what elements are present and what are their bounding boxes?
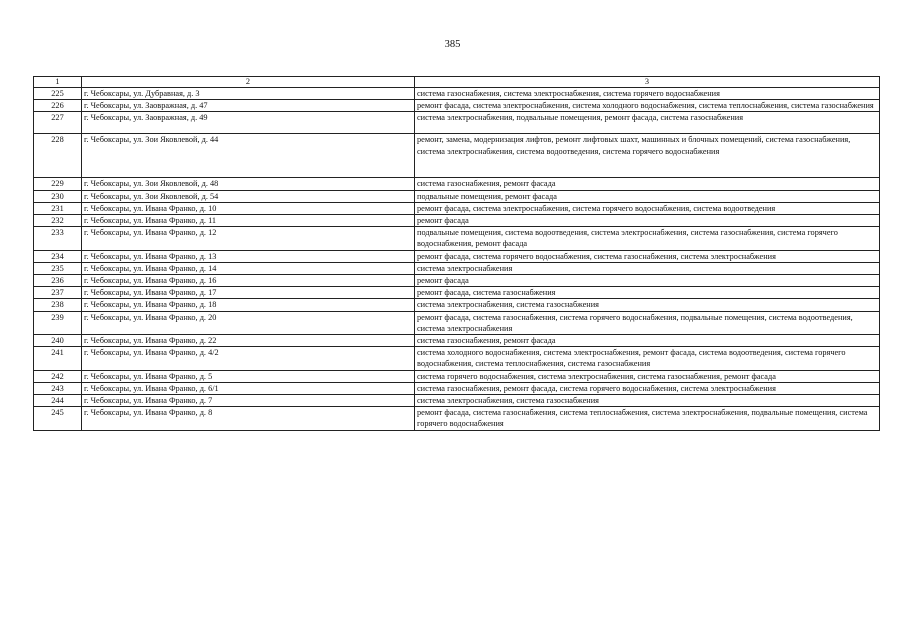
table-row	[34, 227, 880, 250]
row-address: г. Чебоксары, ул. Заовражная, д. 49	[82, 112, 415, 134]
row-works: система газоснабжения, ремонт фасада, система горячего водоснабжения, система электроснабжения	[415, 382, 880, 394]
row-number: 232	[34, 215, 82, 227]
row-number: 230	[34, 190, 82, 202]
row-works: подвальные помещения, ремонт фасада	[415, 190, 880, 202]
row-number: 227	[34, 112, 82, 134]
row-works: система электроснабжения, система газоснабжения	[415, 395, 880, 407]
row-works: система электроснабжения	[415, 262, 880, 274]
row-works: система газоснабжения, ремонт фасада	[415, 178, 880, 190]
table-row	[34, 178, 880, 190]
row-number: 241	[34, 347, 82, 370]
row-address: г. Чебоксары, ул. Ивана Франко, д. 7	[82, 395, 415, 407]
table-row	[34, 347, 880, 370]
row-address: г. Чебоксары, ул. Зои Яковлевой, д. 54	[82, 190, 415, 202]
row-address: г. Чебоксары, ул. Ивана Франко, д. 11	[82, 215, 415, 227]
row-number: 233	[34, 227, 82, 250]
row-address: г. Чебоксары, ул. Ивана Франко, д. 8	[82, 407, 415, 430]
row-works: ремонт, замена, модернизация лифтов, ремонт лифтовых шахт, машинных и блочных помещений, система газоснабжения, система электроснабжения, система водоотведения, система горячего водоснабжения	[415, 134, 880, 178]
table-header-row	[34, 77, 880, 88]
row-works: ремонт фасада, система горячего водоснабжения, система газоснабжения, система электроснабжения	[415, 250, 880, 262]
row-address: г. Чебоксары, ул. Ивана Франко, д. 17	[82, 287, 415, 299]
row-number: 245	[34, 407, 82, 430]
row-number: 235	[34, 262, 82, 274]
column-header-3: 3	[415, 77, 880, 88]
row-address: г. Чебоксары, ул. Ивана Франко, д. 13	[82, 250, 415, 262]
row-address: г. Чебоксары, ул. Ивана Франко, д. 14	[82, 262, 415, 274]
table-row	[34, 112, 880, 134]
row-address: г. Чебоксары, ул. Дубравная, д. 3	[82, 88, 415, 100]
table-row	[34, 250, 880, 262]
row-works: ремонт фасада, система газоснабжения	[415, 287, 880, 299]
table-row	[34, 215, 880, 227]
table-row	[34, 382, 880, 394]
row-address: г. Чебоксары, ул. Ивана Франко, д. 22	[82, 335, 415, 347]
table-row	[34, 335, 880, 347]
table-row	[34, 100, 880, 112]
row-number: 231	[34, 202, 82, 214]
row-address: г. Чебоксары, ул. Ивана Франко, д. 6/1	[82, 382, 415, 394]
address-works-table	[33, 76, 880, 431]
row-works: ремонт фасада	[415, 275, 880, 287]
row-address: г. Чебоксары, ул. Зои Яковлевой, д. 48	[82, 178, 415, 190]
row-works: подвальные помещения, система водоотведения, система электроснабжения, система газоснабжения, система горячего водоснабжения, ремонт фасада	[415, 227, 880, 250]
table-row	[34, 202, 880, 214]
row-works: система горячего водоснабжения, система электроснабжения, система газоснабжения, ремонт фасада	[415, 370, 880, 382]
row-works: ремонт фасада, система электроснабжения, система холодного водоснабжения, система теплоснабжения, система газоснабжения	[415, 100, 880, 112]
row-number: 240	[34, 335, 82, 347]
table-row	[34, 407, 880, 430]
row-address: г. Чебоксары, ул. Ивана Франко, д. 5	[82, 370, 415, 382]
row-address: г. Чебоксары, ул. Ивана Франко, д. 20	[82, 311, 415, 334]
row-number: 226	[34, 100, 82, 112]
row-works: ремонт фасада	[415, 215, 880, 227]
table-row	[34, 311, 880, 334]
column-header-1: 1	[34, 77, 82, 88]
row-number: 242	[34, 370, 82, 382]
row-number: 243	[34, 382, 82, 394]
row-address: г. Чебоксары, ул. Ивана Франко, д. 12	[82, 227, 415, 250]
row-address: г. Чебоксары, ул. Ивана Франко, д. 10	[82, 202, 415, 214]
row-address: г. Чебоксары, ул. Ивана Франко, д. 18	[82, 299, 415, 311]
page-number: 385	[444, 39, 461, 50]
row-number: 244	[34, 395, 82, 407]
table-row	[34, 299, 880, 311]
table-row	[34, 134, 880, 178]
row-works: система холодного водоснабжения, система электроснабжения, ремонт фасада, система водоотведения, система горячего водоснабжения, система теплоснабжения, система газоснабжения	[415, 347, 880, 370]
row-works: ремонт фасада, система газоснабжения, система теплоснабжения, система электроснабжения, подвальные помещения, система горячего водоснабжения	[415, 407, 880, 430]
row-number: 238	[34, 299, 82, 311]
row-works: система газоснабжения, ремонт фасада	[415, 335, 880, 347]
column-header-2: 2	[82, 77, 415, 88]
row-address: г. Чебоксары, ул. Ивана Франко, д. 4/2	[82, 347, 415, 370]
row-address: г. Чебоксары, ул. Зои Яковлевой, д. 44	[82, 134, 415, 178]
row-number: 228	[34, 134, 82, 178]
row-works: система электроснабжения, подвальные помещения, ремонт фасада, система газоснабжения	[415, 112, 880, 134]
row-number: 236	[34, 275, 82, 287]
row-works: ремонт фасада, система электроснабжения, система горячего водоснабжения, система водоотведения	[415, 202, 880, 214]
row-address: г. Чебоксары, ул. Ивана Франко, д. 16	[82, 275, 415, 287]
row-number: 239	[34, 311, 82, 334]
row-works: система электроснабжения, система газоснабжения	[415, 299, 880, 311]
table-row	[34, 88, 880, 100]
row-works: система газоснабжения, система электроснабжения, система горячего водоснабжения	[415, 88, 880, 100]
table-row	[34, 370, 880, 382]
table-row	[34, 287, 880, 299]
row-number: 234	[34, 250, 82, 262]
table-row	[34, 190, 880, 202]
row-number: 225	[34, 88, 82, 100]
table-row	[34, 262, 880, 274]
table-row	[34, 395, 880, 407]
row-works: ремонт фасада, система газоснабжения, система горячего водоснабжения, подвальные помещения, система водоотведения, система электроснабжения	[415, 311, 880, 334]
row-number: 237	[34, 287, 82, 299]
row-number: 229	[34, 178, 82, 190]
table-row	[34, 275, 880, 287]
row-address: г. Чебоксары, ул. Заовражная, д. 47	[82, 100, 415, 112]
